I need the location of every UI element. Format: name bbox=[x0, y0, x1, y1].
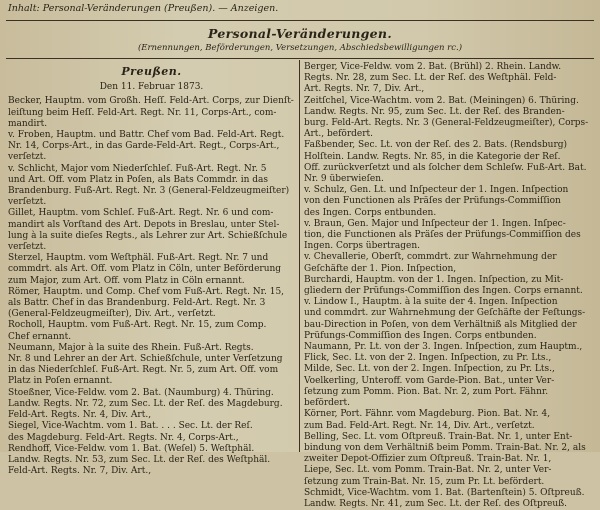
text-line: des Magdeburg. Feld-Art. Regts. Nr. 4, Corps-Art., bbox=[8, 432, 239, 443]
text-line: Belling, Sec. Lt. vom Oſtpreuß. Train-Bat. Nr. 1, unter Ent- bbox=[304, 431, 573, 442]
text-line: Nr. 14, Corps-Art., in das Garde-Feld-Art. Regt., Corps-Art., bbox=[8, 141, 280, 152]
text-line: v. Chevallerie, Oberſt, commdrt. zur Wahrnehmung der bbox=[304, 252, 557, 263]
text-line: Geſchäfte der 1. Pion. Inſpection, bbox=[304, 263, 457, 274]
text-line: Prüfungs-Commiſſion des Ingen. Corps entbunden. bbox=[304, 330, 537, 341]
text-line: als Battr. Chef in das Brandenburg. Feld-Art. Regt. Nr. 3 bbox=[8, 298, 266, 309]
text-line: zweiter Depot-Offizier zum Oſtpreuß. Train-Bat. Nr. 1, bbox=[304, 454, 552, 465]
text-line: Landw. Regts. Nr. 72, zum Sec. Lt. der Reſ. des Magdeburg. bbox=[8, 398, 283, 409]
text-line: und commdrt. zur Wahrnehmung der Geſchäfte der Feſtungs- bbox=[304, 308, 586, 319]
text-line: Brandenburg. Fuß-Art. Regt. Nr. 3 (General-Feldzeugmeiſter) bbox=[8, 186, 290, 197]
left-column bbox=[8, 62, 295, 477]
text-line: Stoeßner, Vice-Feldw. vom 2. Bat. (Naumburg) 4. Thüring. bbox=[8, 387, 274, 398]
text-line: Schmidt, Vice-Wachtm. vom 1. Bat. (Bartenſtein) 5. Oſtpreuß. bbox=[304, 487, 585, 498]
text-line: Regts. Nr. 28, zum Sec. Lt. der Reſ. des Weſtphäl. Feld- bbox=[304, 73, 557, 84]
text-line: Neumann, Major à la suite des Rhein. Fuß-Art. Regts. bbox=[8, 342, 254, 353]
text-line: v. Lindow I., Hauptm. à la suite der 4. Ingen. Inſpection bbox=[304, 297, 558, 308]
left-column-text bbox=[8, 96, 295, 477]
text-line: Rocholl, Hauptm. vom Fuß-Art. Regt. Nr. 15, zum Comp. bbox=[8, 320, 267, 331]
text-line: bindung von dem Verhältniß beim Pomm. Train-Bat. Nr. 2, als bbox=[304, 442, 586, 453]
page-header: Inhalt: Personal-Veränderungen (Preußen). — Anzeigen. bbox=[8, 3, 279, 14]
text-line: v. Schlicht, Major vom Niederſchleſ. Fuß-Art. Regt. Nr. 5 bbox=[8, 163, 267, 174]
text-line: Sterzel, Hauptm. vom Weſtphäl. Fuß-Art. Regt. Nr. 7 und bbox=[8, 253, 269, 264]
text-line: commdrt. als Art. Off. vom Platz in Cöln, unter Beförderung bbox=[8, 264, 282, 275]
text-line: Römer, Hauptm. und Comp. Chef vom Fuß-Art. Regt. Nr. 15, bbox=[8, 286, 285, 297]
text-line: Burchardi, Hauptm. von der 1. Ingen. Inſpection, zu Mit- bbox=[304, 274, 564, 285]
text-line: burg. Feld-Art. Regts. Nr. 3 (General-Feldzeugmeiſter), Corps- bbox=[304, 118, 589, 129]
text-line: befördert. bbox=[304, 398, 351, 409]
text-line: verſetzt. bbox=[8, 242, 47, 253]
column-divider bbox=[299, 60, 300, 452]
text-line: Art. Regts. Nr. 7, Div. Art., bbox=[304, 84, 425, 95]
text-line: in das Niederſchleſ. Fuß-Art. Regt. Nr. 5, zum Art. Off. vom bbox=[8, 365, 279, 376]
text-line: verſetzt. bbox=[8, 152, 47, 163]
text-line: verſetzt. bbox=[8, 197, 47, 208]
text-line: Naumann, Pr. Lt. von der 3. Ingen. Inſpection, zum Hauptm., bbox=[304, 342, 583, 353]
text-line: bau-Direction in Poſen, von dem Verhältniß als Mitglied der bbox=[304, 319, 577, 330]
text-line: Ingen. Corps übertragen. bbox=[304, 241, 421, 252]
text-line: Off. zurückverſetzt und als ſolcher dem Schleſw. Fuß-Art. Bat. bbox=[304, 162, 587, 173]
right-column-text bbox=[304, 62, 594, 510]
text-line: Nr. 8 und Lehrer an der Art. Schießſchule, unter Verſetzung bbox=[8, 354, 283, 365]
text-line: Faßbender, Sec. Lt. von der Reſ. des 2. Bats. (Rendsburg) bbox=[304, 140, 568, 151]
text-line: des Ingen. Corps entbunden. bbox=[304, 207, 437, 218]
text-line: Liepe, Sec. Lt. vom Pomm. Train-Bat. Nr. 2, unter Ver- bbox=[304, 465, 552, 476]
text-line: tion, die Functionen als Präſes der Prüfungs-Commiſſion des bbox=[304, 230, 581, 241]
text-line: mandirt als Vorſtand des Art. Depots in Breslau, unter Stel- bbox=[8, 219, 280, 230]
text-line: zum Bad. Feld-Art. Regt. Nr. 14, Div. Art., verſetzt. bbox=[304, 420, 535, 431]
text-line: Siegel, Vice-Wachtm. vom 1. Bat. . . . Sec. Lt. der Reſ. bbox=[8, 421, 253, 432]
text-line: Becker, Hauptm. vom Großh. Heſſ. Feld-Art. Corps, zur Dienſt- bbox=[8, 96, 294, 107]
header-rule bbox=[6, 20, 594, 21]
text-line: leiſtung beim Heſſ. Feld-Art. Regt. Nr. 11, Corps-Art., com- bbox=[8, 107, 277, 118]
text-line: Zeitſchel, Vice-Wachtm. vom 2. Bat. (Meiningen) 6. Thüring. bbox=[304, 95, 579, 106]
text-line: v. Schulz, Gen. Lt. und Inſpecteur der 1. Ingen. Inſpection bbox=[304, 185, 569, 196]
text-line: mandirt. bbox=[8, 118, 48, 129]
title-rule bbox=[6, 58, 594, 59]
text-line: Berger, Vice-Feldw. vom 2. Bat. (Brühl) 2. Rhein. Landw. bbox=[304, 62, 562, 72]
text-line: Körner, Port. Fähnr. vom Magdeburg. Pion. Bat. Nr. 4, bbox=[304, 409, 551, 420]
page-subtitle: (Ernennungen, Beförderungen, Versetzungen, Abschiedsbewilligungen rc.) bbox=[137, 43, 463, 53]
page-title: Personal-Veränderungen. bbox=[208, 26, 392, 41]
text-line: ſetzung zum Pomm. Pion. Bat. Nr. 2, zum Port. Fähnr. bbox=[304, 386, 549, 397]
text-line: (General-Feldzeugmeiſter), Div. Art., verſetzt. bbox=[8, 309, 216, 320]
text-line: Rendhoff, Vice-Feldw. vom 1. Bat. (Weſel) 5. Weſtphäl. bbox=[8, 443, 255, 454]
right-column bbox=[304, 62, 594, 509]
text-line: Milde, Sec. Lt. von der 2. Ingen. Inſpection, zu Pr. Lts., bbox=[304, 364, 555, 375]
text-line: Voelkerling, Unteroff. vom Garde-Pion. Bat., unter Ver- bbox=[304, 375, 555, 386]
text-line: ſetzung zum Train-Bat. Nr. 15, zum Pr. Lt. befördert. bbox=[304, 476, 545, 487]
text-line: Platz in Poſen ernannt. bbox=[8, 376, 113, 387]
text-line: Gillet, Hauptm. vom Schleſ. Fuß-Art. Regt. Nr. 6 und com- bbox=[8, 208, 274, 219]
text-line: lung à la suite dieſes Regts., als Lehrer zur Art. Schießſchule bbox=[8, 230, 288, 241]
text-line: von den Functionen als Präſes der Prüfungs-Commiſſion bbox=[304, 196, 561, 207]
text-line: v. Braun, Gen. Major und Inſpecteur der 1. Ingen. Inſpec- bbox=[304, 218, 566, 229]
text-line: Holſtein. Landw. Regts. Nr. 85, in die Kategorie der Reſ. bbox=[304, 151, 561, 162]
text-line: Landw. Regts. Nr. 41, zum Sec. Lt. der Reſ. des Oſtpreuß. bbox=[304, 498, 568, 509]
text-line: Chef ernannt. bbox=[8, 331, 72, 342]
text-line: v. Froben, Hauptm. und Battr. Chef vom Bad. Feld-Art. Regt. bbox=[8, 130, 285, 141]
text-line: Landw. Regts. Nr. 95, zum Sec. Lt. der Reſ. des Branden- bbox=[304, 106, 565, 117]
text-line: Feld-Art. Regts. Nr. 4, Div. Art., bbox=[8, 410, 152, 421]
text-line: Landw. Regts. Nr. 53, zum Sec. Lt. der Reſ. des Weſtphäl. bbox=[8, 454, 271, 465]
text-line: gliedern der Prüfungs-Commiſſion des Ingen. Corps ernannt. bbox=[304, 286, 583, 297]
section-heading: Preußen. bbox=[121, 65, 182, 78]
text-line: Nr. 9 überwieſen. bbox=[304, 174, 384, 185]
text-line: zum Major, zum Art. Off. vom Platz in Cöln ernannt. bbox=[8, 275, 245, 286]
text-line: Feld-Art. Regts. Nr. 7, Div. Art., bbox=[8, 466, 152, 477]
issue-date: Den 11. Februar 1873. bbox=[99, 82, 204, 93]
text-line: Art., befördert. bbox=[304, 129, 374, 140]
text-line: und Art. Off. vom Platz in Poſen, als Bats Commdr. in das bbox=[8, 174, 269, 185]
text-line: Flick, Sec. Lt. von der 2. Ingen. Inſpection, zu Pr. Lts., bbox=[304, 353, 552, 364]
